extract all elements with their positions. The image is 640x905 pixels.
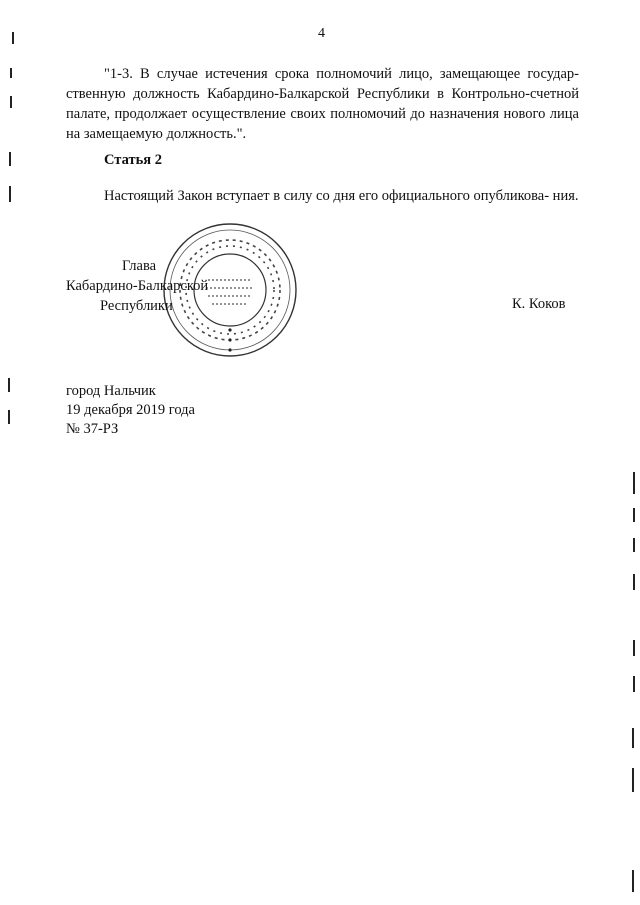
signer-name: К. Коков	[512, 296, 566, 312]
signer-title-line1: Глава	[122, 258, 157, 274]
place-date-block	[66, 382, 195, 439]
amendment-paragraph: "1-3. В случае истечения срока полномочий лицо, замещающее государ- ственную должность Кабардино-Балкарской Республики в Контрольно-счетной палате, продолжает осуществление своих полномочий до назначения нового лица на замещаемую должность.".	[66, 66, 579, 142]
article-heading: Статья 2	[104, 152, 162, 168]
signer-title-line3: Республики	[100, 298, 173, 314]
city: город Нальчик	[66, 383, 156, 399]
effective-date-paragraph: Настоящий Закон вступает в силу со дня его официального опубликова- ния.	[104, 188, 579, 204]
page-number: 4	[318, 26, 325, 41]
date: 19 декабря 2019 года	[66, 402, 195, 418]
signer-title-line2: Кабардино-Балкарской	[66, 278, 209, 294]
law-number: № 37-РЗ	[66, 421, 119, 437]
